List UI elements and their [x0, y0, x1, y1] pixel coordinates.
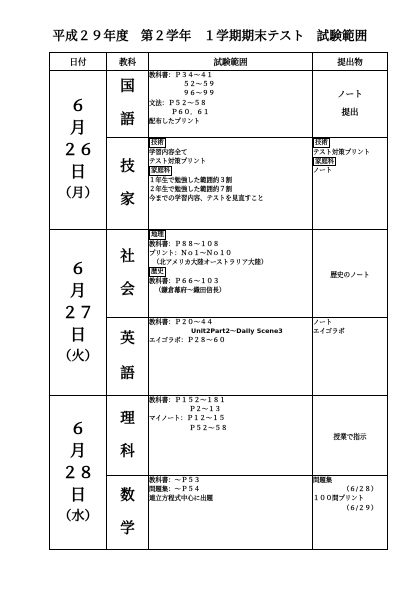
range-eigo: 教科書：Ｐ２０～４４ Unit2Part2～Daily Scene3 エイゴラボ：Ｐ２８～６０ [149, 318, 313, 396]
tag-gijutsu: 技術 [315, 138, 328, 146]
range-shakai: 地理 教科書：Ｐ８８～１０８ プリント：Ｎｏ１～Ｎｏ１０ （北アメリカ大陸オーストラリア大陸） 歴史 教科書：Ｐ６６～１０３ （鎌倉幕府～織田信長） [149, 230, 313, 318]
range-rika: 教科書：Ｐ１５２～１８１ Ｐ２～１３ マイノート：Ｐ１２～１５ Ｐ５２～５８ [149, 396, 313, 476]
range-sugaku: 教科書：～Ｐ５３ 問題集：～Ｐ５４ 連立方程式中心に出題 [149, 476, 313, 550]
submission-kokugo: ノート 提出 [313, 71, 388, 138]
tag-rekishi: 歴史 [151, 267, 164, 276]
exam-schedule-table [49, 52, 388, 550]
subject-rika: 理 科 [107, 396, 149, 476]
range-kokugo: 教科書：Ｐ３４～４１ ５２～５９ ９６～９９ 文法：Ｐ５２～５８ Ｐ６０．６１ 配布したプリント [149, 71, 313, 138]
date-cell-day2: ６ 月 ２７ 日 （火） [50, 230, 107, 396]
date-cell-day1: ６ 月 ２６ 日 （月） [50, 71, 107, 230]
tag-chiri: 地理 [151, 230, 164, 238]
date-cell-day3: ６ 月 ２８ 日 （水） [50, 396, 107, 550]
submission-sugaku: 問題集 （６/２８） １００問プリント （６/２９） [313, 476, 388, 550]
title-scope: 試験範囲 [316, 28, 368, 43]
table-row [50, 230, 388, 318]
subject-sugaku: 数 学 [107, 476, 149, 550]
subject-eigo: 英 語 [107, 318, 149, 396]
range-gika: 技術 学習内容全て テスト対策プリント 家庭科 １年生で勉強した範囲約３割 ２年生で勉強した範囲約７割 今までの学習内容、テストを見直すこと [149, 138, 313, 230]
tag-kateika: 家庭科 [151, 166, 171, 174]
header-row [50, 53, 388, 71]
submission-eigo: ノート エイゴラボ [313, 318, 388, 396]
header-date: 日付 [50, 53, 107, 71]
title-exam: １学期期末テスト [203, 28, 305, 43]
tag-kateika: 家庭科 [315, 156, 335, 165]
header-subject: 教科 [107, 53, 149, 71]
page-title [0, 26, 420, 44]
title-grade: 第２学年 [140, 28, 192, 43]
header-range: 試験範囲 [149, 53, 313, 71]
subject-gika: 技 家 [107, 138, 149, 230]
header-submission: 提出物 [313, 53, 388, 71]
tag-gijutsu: 技術 [151, 138, 164, 146]
submission-rika: 授業で指示 [313, 396, 388, 476]
submission-shakai: 歴史のノート [313, 230, 388, 318]
table-row [50, 71, 388, 138]
submission-gika: 技術 テスト対策プリント 家庭科 ノート [313, 138, 388, 230]
subject-kokugo: 国 語 [107, 71, 149, 138]
title-year: 平成２９年度 [52, 28, 129, 43]
table-row [50, 396, 388, 476]
subject-shakai: 社 会 [107, 230, 149, 318]
